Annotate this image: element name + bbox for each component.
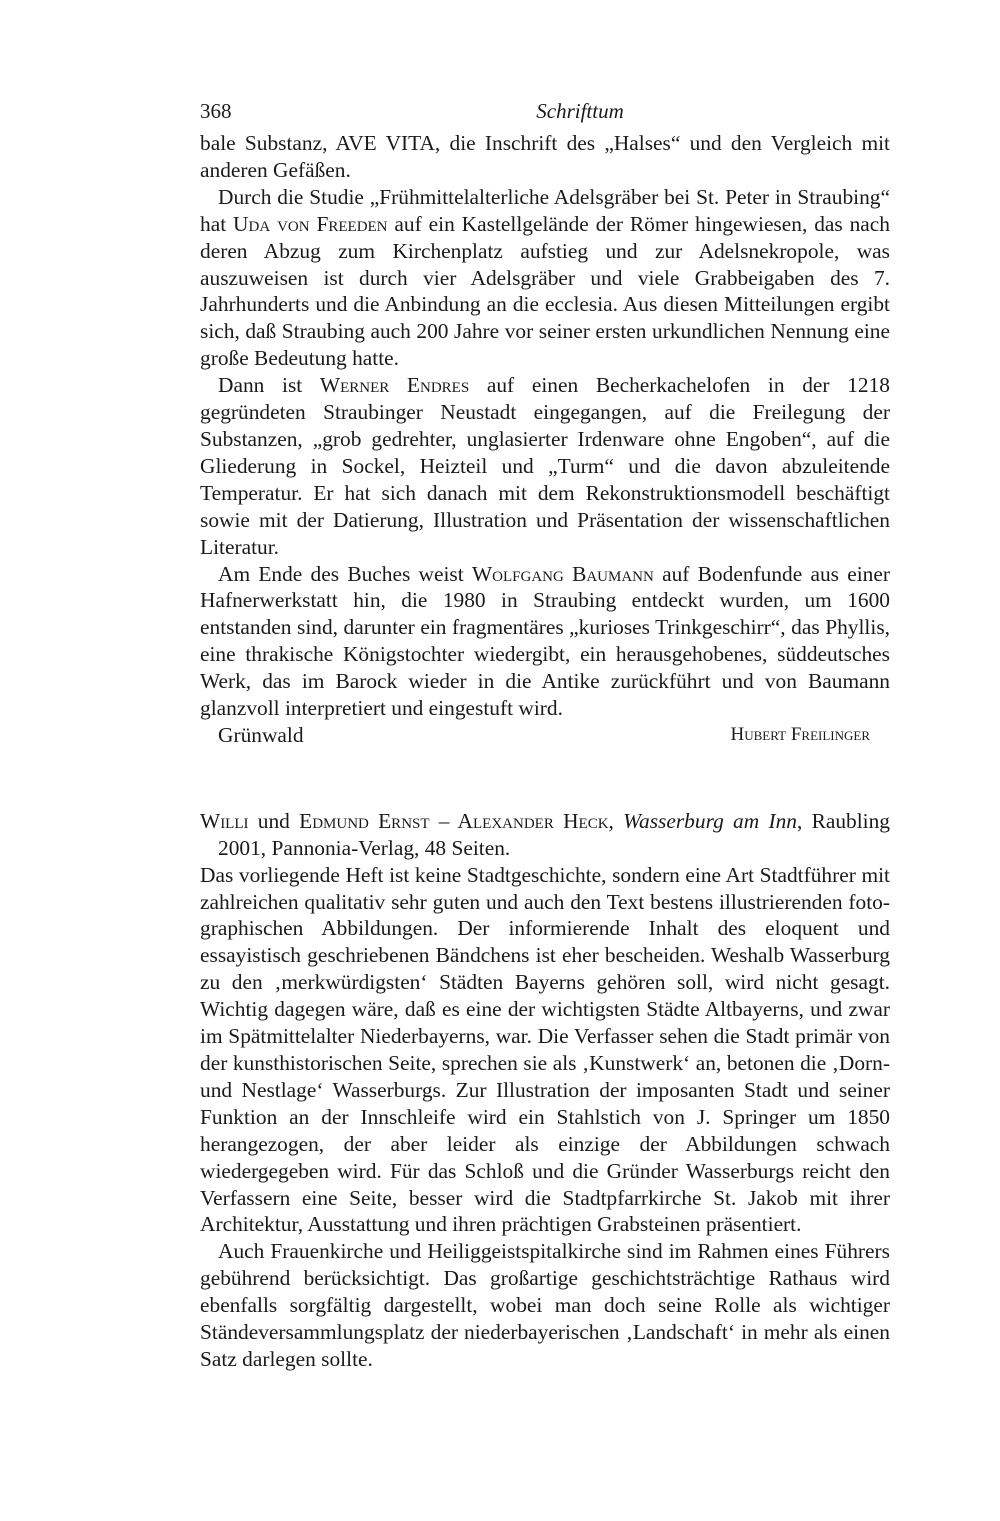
paragraph: bale Substanz, AVE VITA, die Inschrift des „Halses“ und den Vergleich mit anderen Gefäßen. xyxy=(200,131,890,182)
paragraph xyxy=(200,372,890,560)
paragraph-text: Dann ist xyxy=(218,373,320,398)
paragraph: Auch Frauenkirche und Heiliggeistspitalkirche sind im Rahmen eines Führers gebührend berücksichtigt. Das großartige geschichtsträchtige Rathaus wird ebenfalls sorgfältig dargestellt, wobei man doch seine Rolle als wichtiger Ständeversammlungsplatz der niederbayerischen ‚Landschaft‘ in mehr als einen Satz darlegen sollte. xyxy=(200,1239,890,1371)
paragraph xyxy=(200,561,890,722)
cited-author: Wolfgang Baumann xyxy=(471,561,654,586)
running-head xyxy=(200,96,890,126)
book-author: Willi xyxy=(200,808,249,833)
cited-author: Uda von Freeden xyxy=(233,211,388,236)
review-signature xyxy=(200,722,890,749)
paragraph-text: auf ein Kastellgelände der Römer hingewiesen, das nach deren Abzug zum Kirchenplatz aufstieg und zur Adelsnekropole, was auszuweisen ist durch vier Adelsgräber und viele Grabbeigaben des 7. Jahrhunderts und die Anbindung an die ecclesia. Aus diesen Mitteilungen ergibt sich, daß Straubing auch 200 Jahre vor seiner ersten urkundlichen Nennung eine große Bedeutung hatte. xyxy=(200,211,890,371)
cited-author: Werner Endres xyxy=(319,373,470,398)
heading-text: , xyxy=(608,808,624,833)
page-number: 368 xyxy=(200,99,232,123)
review-2-bibliographic-heading xyxy=(200,808,890,862)
running-title: Schrifttum xyxy=(536,99,624,123)
review-1 xyxy=(200,130,890,722)
paragraph-text: Am Ende des Buches weist xyxy=(218,561,472,586)
paragraph: Das vorliegende Heft ist keine Stadtgeschichte, sondern eine Art Stadtführer mit zahlreichen qualitativ sehr guten und auch den Text bestens illustrierenden fotographischen Abbildungen. Der informierende Inhalt des eloquent und essayistisch geschriebenen Bändchens ist eher bescheiden. Weshalb Wasserburg zu den ‚merkwürdigsten‘ Städten Bayerns gehören soll, wird nicht gesagt. Wichtig dagegen wäre, daß es eine der wichtigsten Städte Altbayerns, und zwar im Spätmittelalter Niederbayerns, war. Die Verfasser sehen die Stadt primär von der kunsthistorischen Seite, sprechen sie als ‚Kunstwerk‘ an, betonen die ‚Dorn- und Nestlage‘ Wasserburgs. Zur Illustration der imposanten Stadt und seiner Funktion an der Innschleife wird ein Stahlstich von J. Springer um 1850 herangezogen, der aber leider als einzige der Abbildungen schwach wiedergegeben wird. Für das Schloß und die Gründer Wasserburgs reicht den Verfassern eine Seite, besser wird die Stadtpfarrkirche St. Jakob mit ihrer Architektur, Ausstattung und ihren prächtigen Grabsteinen präsentiert. xyxy=(200,862,890,1237)
book-author: Edmund Ernst – Alexander Heck xyxy=(299,808,609,833)
signature-reviewer: Hubert Freilinger xyxy=(730,723,870,745)
paragraph-text: auf Bodenfunde aus einer Hafnerwerkstatt hin, die 1980 in Straubing entdeckt wurden, um 1600 entstanden sind, darunter ein fragmentäres „kurioses Trinkgeschirr“, das Phyllis, eine thrakische Königstochter wiedergibt, ein herausgehobenes, süddeutsches Werk, das im Barock wieder in die Antike zurückführt und von Baumann glanzvoll interpretiert und eingestuft wird. xyxy=(200,561,890,721)
book-title: Wasserburg am Inn xyxy=(623,808,797,833)
publication-info: , Raubling 2001, Pannonia-Verlag, 48 Seiten. xyxy=(218,808,891,860)
paragraph xyxy=(200,184,890,372)
review-2 xyxy=(200,862,890,1373)
heading-text: und xyxy=(248,808,300,833)
paragraph-text: auf einen Becherkachelofen in der 1218 gegründeten Straubinger Neustadt eingegangen, auf die Freilegung der Substanzen, „grob gedrehter, unglasierter Irdenware ohne Engoben“, auf die Gliederung in Sockel, Heizteil und „Turm“ und die davon abzuleitende Temperatur. Er hat sich danach mit dem Rekonstruktionsmodell beschäftigt sowie mit der Datierung, Illustration und Präsentation der wissenschaftlichen Literatur. xyxy=(200,373,890,559)
signature-place: Grünwald xyxy=(218,722,304,747)
book-page xyxy=(200,96,890,1373)
paragraph-text: Durch die Studie „Frühmittelalterliche Adelsgräber bei St. Peter in Straubing“ hat xyxy=(200,184,890,236)
